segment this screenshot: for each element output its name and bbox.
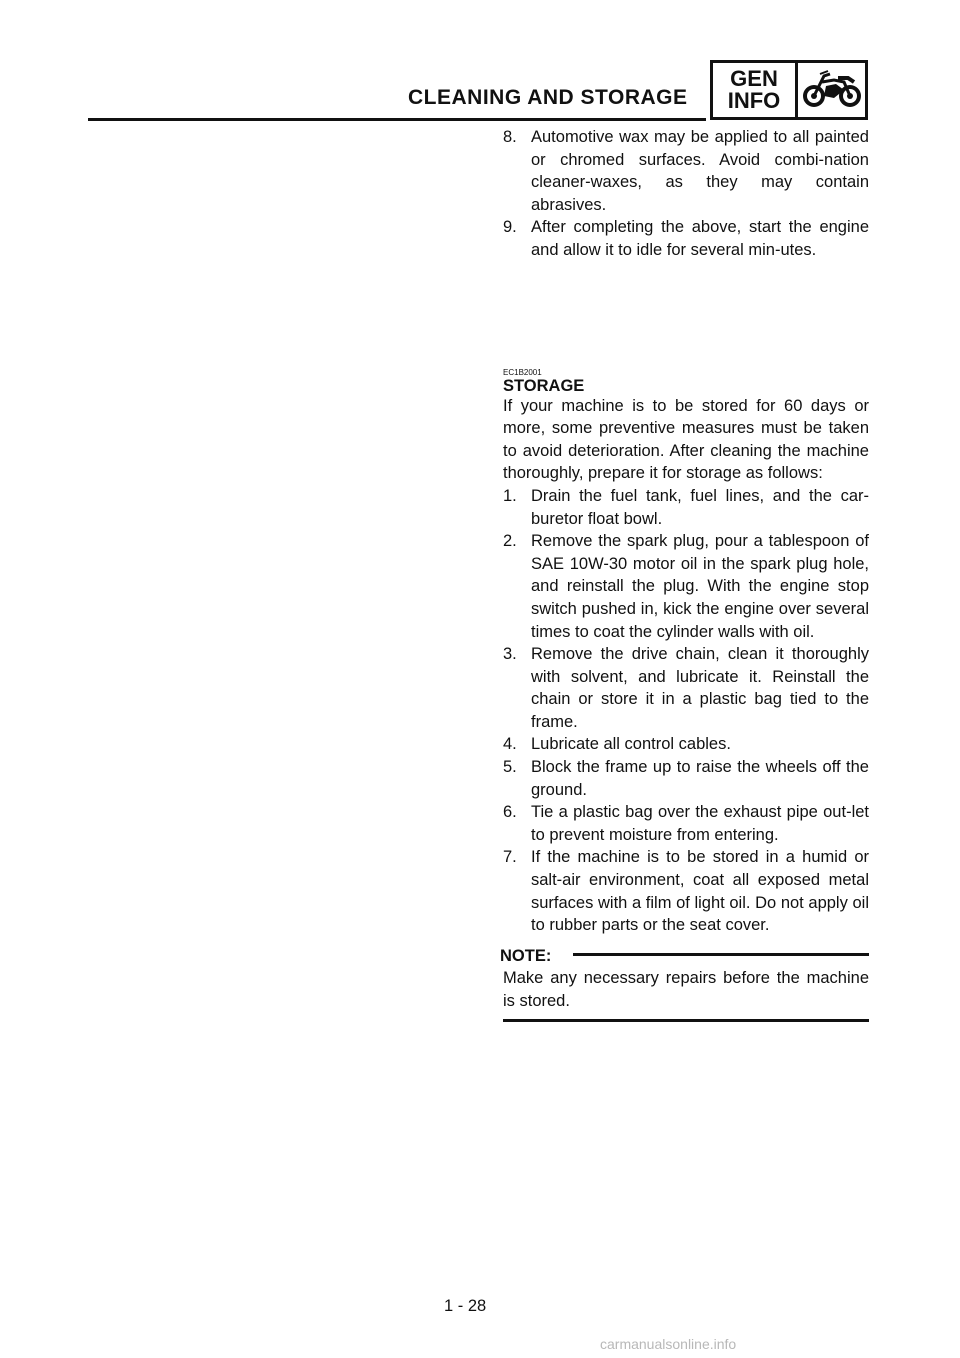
list-item: 5. Block the frame up to raise the wheels off the ground. xyxy=(503,758,869,799)
note-text: Make any necessary repairs before the machine is stored. xyxy=(503,969,869,1010)
note-label: NOTE: xyxy=(500,946,552,965)
list-item: 1. Drain the fuel tank, fuel lines, and the car-buretor float bowl. xyxy=(503,486,869,528)
list-item: 3. Remove the drive chain, clean it thoroughly with solvent, and lubricate it. Reinstall the chain or store it in a plastic bag tied to the frame. xyxy=(503,645,869,731)
storage-heading: STORAGE xyxy=(503,376,585,395)
page-content xyxy=(500,126,869,1022)
storage-steps-list xyxy=(503,485,869,937)
badge-text xyxy=(713,63,798,117)
note-box xyxy=(500,945,869,1022)
watermark: carmanualsonline.info xyxy=(600,1336,737,1352)
note-rule xyxy=(573,953,869,956)
list-item: 2. Remove the spark plug, pour a tablespoon of SAE 10W-30 motor oil in the spark plug hole, and reinstall the plug. With the engine stop switch pushed in, kick the engine over several times to coat the cylinder walls with oil. xyxy=(503,532,869,641)
cleaning-steps-list xyxy=(503,126,869,262)
section-badge xyxy=(710,60,868,120)
section-code: EC1B2001 xyxy=(503,367,542,377)
page-number: 1 - 28 xyxy=(444,1297,487,1315)
list-item: 4. Lubricate all control cables. xyxy=(503,735,731,754)
list-item: 8. Automotive wax may be applied to all painted or chromed surfaces. Avoid combi-nation cleaner-waxes, as they may contain abrasives. xyxy=(503,128,869,214)
storage-intro: If your machine is to be stored for 60 days or more, some preventive measures must be taken to avoid deterioration. After cleaning the machine thoroughly, prepare it for storage as follows: xyxy=(503,396,869,483)
note-header xyxy=(500,945,869,968)
list-item: 9. After completing the above, start the engine and allow it to idle for several min-utes. xyxy=(503,218,869,259)
header-rule xyxy=(88,118,706,121)
list-item: 6. Tie a plastic bag over the exhaust pipe out-let to prevent moisture from entering. xyxy=(503,803,869,844)
page-section-title: CLEANING AND STORAGE xyxy=(408,86,688,109)
badge-line-gen: GEN xyxy=(730,66,778,91)
list-item: 7. If the machine is to be stored in a humid or salt-air environment, coat all exposed metal surfaces with a film of light oil. Do not apply oil to rubber parts or the seat cover. xyxy=(503,848,869,935)
motorcycle-icon xyxy=(798,63,865,117)
badge-line-info: INFO xyxy=(727,88,781,113)
note-bottom-rule xyxy=(503,1019,869,1022)
